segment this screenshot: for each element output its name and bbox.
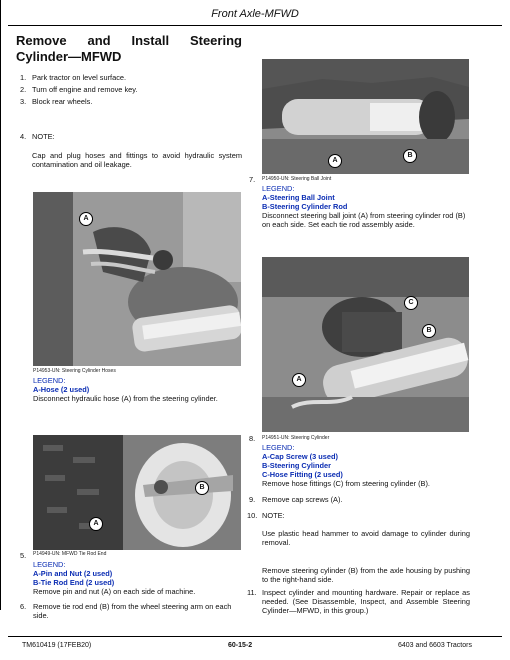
step-text: Remove pin and nut (A) on each side of machine.: [33, 587, 196, 596]
step-number: 10.: [247, 511, 258, 520]
footer-page-number: 60-15-2: [228, 642, 253, 649]
step-number: 2.: [20, 85, 27, 94]
figure-caption: P14951-UN: Steering Cylinder: [262, 435, 330, 441]
step-text: Disconnect steering ball joint (A) from steering cylinder rod (B) on each side. Set each tie rod assembly aside.: [262, 211, 466, 230]
title-word: and: [87, 33, 111, 48]
step-text: Block rear wheels.: [32, 97, 93, 106]
callout-b: B: [195, 481, 209, 495]
photo-illustration: [33, 192, 241, 366]
callout-a: A: [89, 517, 103, 531]
step-number: 3.: [20, 97, 27, 106]
title-word: Remove: [16, 33, 67, 48]
callout-a: A: [79, 212, 93, 226]
legend-heading: LEGEND:: [262, 184, 295, 193]
legend-heading: LEGEND:: [262, 443, 295, 452]
title-line2: Cylinder—MFWD: [16, 49, 122, 64]
step-number: 7.: [249, 175, 256, 184]
note-label: NOTE:: [262, 511, 285, 520]
step-text: Inspect cylinder and mounting hardware. Repair or replace as needed. (See Disassemble, Inspect, and Assemble Steering Cylinder—MFWD, in this group.): [262, 588, 470, 616]
section-title: [16, 33, 242, 65]
callout-b: B: [422, 324, 436, 338]
step-number: 1.: [20, 73, 27, 82]
steering-ball-joint-photo: [262, 59, 469, 174]
step-number: 8.: [249, 434, 256, 443]
steering-cylinder-photo: [262, 257, 469, 432]
note-text: Cap and plug hoses and fittings to avoid hydraulic system contamination and oil leakage.: [32, 151, 242, 170]
step-text: Remove hose fittings (C) from steering cylinder (B).: [262, 479, 430, 488]
footer-doc-id: TM610419 (17FEB20): [22, 642, 92, 649]
tie-rod-end-photo: [33, 435, 241, 550]
header-rule: [8, 25, 502, 26]
step-number: 11.: [247, 588, 257, 597]
photo-illustration: [262, 257, 469, 432]
step-text: Turn off engine and remove key.: [32, 85, 138, 94]
step-number: 9.: [249, 495, 256, 504]
legend-item: A-Cap Screw (3 used): [262, 452, 338, 461]
steering-cylinder-hoses-photo: [33, 192, 241, 366]
figure-text: Disconnect hydraulic hose (A) from the steering cylinder.: [33, 394, 218, 403]
figure-caption: P14949-UN: MFWD Tie Rod End: [33, 551, 107, 557]
legend-item: B-Steering Cylinder: [262, 461, 331, 470]
legend-item: A-Hose (2 used): [33, 385, 90, 394]
photo-illustration: [262, 59, 469, 174]
step-text: Remove tie rod end (B) from the wheel steering arm on each side.: [33, 602, 232, 621]
footer-model: 6403 and 6603 Tractors: [398, 642, 472, 649]
legend-item: C-Hose Fitting (2 used): [262, 470, 343, 479]
photo-illustration: [33, 435, 241, 550]
step-number: 4.: [20, 132, 27, 141]
legend-heading: LEGEND:: [33, 560, 66, 569]
legend-item: A-Steering Ball Joint: [262, 193, 335, 202]
callout-a: A: [328, 154, 342, 168]
step-text: Park tractor on level surface.: [32, 73, 127, 82]
title-word: Install: [131, 33, 170, 48]
callout-b: B: [403, 149, 417, 163]
step-text: Remove cap screws (A).: [262, 495, 343, 504]
step-number: 6.: [20, 602, 27, 611]
footer-rule: [8, 636, 502, 637]
column-divider: [0, 0, 1, 610]
figure-caption: P14953-UN: Steering Cylinder Hoses: [33, 368, 116, 374]
step-text: Remove steering cylinder (B) from the axle housing by pushing to the right-hand side.: [262, 566, 470, 585]
legend-heading: LEGEND:: [33, 376, 66, 385]
note-label: NOTE:: [32, 132, 55, 141]
step-number: 5.: [20, 551, 27, 560]
title-word: Steering: [189, 33, 242, 48]
callout-a: A: [292, 373, 306, 387]
callout-c: C: [404, 296, 418, 310]
note-text: Use plastic head hammer to avoid damage to cylinder during removal.: [262, 529, 470, 548]
legend-item: A-Pin and Nut (2 used): [33, 569, 113, 578]
page-header-title: Front Axle-MFWD: [211, 8, 299, 20]
figure-caption: P14950-UN: Steering Ball Joint: [262, 176, 332, 182]
legend-item: B-Steering Cylinder Rod: [262, 202, 348, 211]
legend-item: B-Tie Rod End (2 used): [33, 578, 115, 587]
